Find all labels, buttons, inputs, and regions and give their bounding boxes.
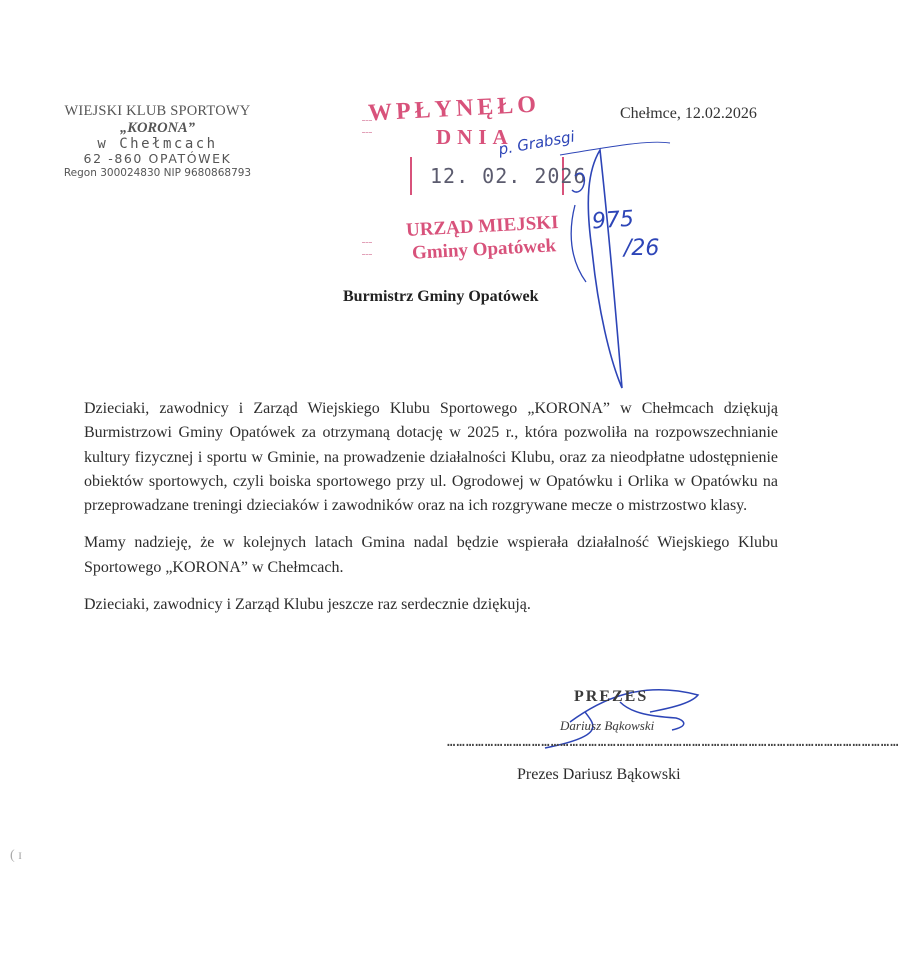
body-paragraph: Dzieciaki, zawodnicy i Zarząd Klubu jeszcze raz serdecznie dziękują.: [84, 596, 531, 614]
letter-date: Chełmce, 12.02.2026: [620, 105, 757, 122]
signature-stamp-name: Dariusz Bąkowski: [560, 718, 655, 733]
letter-body: [84, 397, 778, 630]
sender-postal-address: 62 -860 OPATÓWEK: [83, 151, 232, 167]
signature-dotted-line: ………………………………………………………………………………………………………………………………: [447, 734, 900, 750]
handwritten-case-year: /26: [624, 236, 660, 261]
body-paragraph: Dzieciaki, zawodnicy i Zarząd Wiejskiego Klubu Sportowego „KORONA” w Chełmcach dziękują Burmistrzowi Gminy Opatówek za otrzymaną dotację w 2025 r., która pozwoliła na rozpowszechnianie kultury fizycznej i sportu w Gminie, na prowadzenie działalności Klubu, oraz za nieodpłatne udostępnienie obiektów sportowych, czyli boiska sportowego przy ul. Ogrodowej w Opatówku i Orlika w Opatówku na przeprowadzane treningi dzieciaków i zawodników oraz na ich rozgrywane mecze o mistrzostwo klasy.: [84, 400, 778, 515]
sender-club-name: „KORONA”: [120, 119, 195, 136]
signature-caption: Prezes Dariusz Bąkowski: [517, 766, 681, 783]
stamp-received-date: 12. 02. 2026: [430, 164, 587, 188]
sender-club-type: WIEJSKI KLUB SPORTOWY: [64, 103, 251, 119]
addressee: Burmistrz Gminy Opatówek: [343, 288, 539, 305]
handwritten-case-number: 975: [591, 206, 635, 235]
body-paragraph: Mamy nadzieję, że w kolejnych latach Gmina nadal będzie wspierała działalność Wiejskiego Klubu Sportowego „KORONA” w Chełmcach.: [84, 534, 778, 576]
sender-locality: w Chełmcach: [97, 136, 218, 153]
stamp-office-municipality: Gminy Opatówek: [411, 235, 557, 264]
stamp-received-label: WPŁYNĘŁO: [367, 91, 541, 127]
scan-speck: ( ɪ: [10, 848, 23, 863]
signature-stamp-title: PREZES: [574, 688, 649, 705]
stamp-day-label: DNIA: [436, 125, 514, 149]
sender-registry-numbers: Regon 300024830 NIP 9680868793: [63, 166, 252, 179]
handwritten-assignee: p. Grabsgi: [497, 127, 577, 159]
stamp-office-name: URZĄD MIEJSKI: [405, 212, 559, 241]
